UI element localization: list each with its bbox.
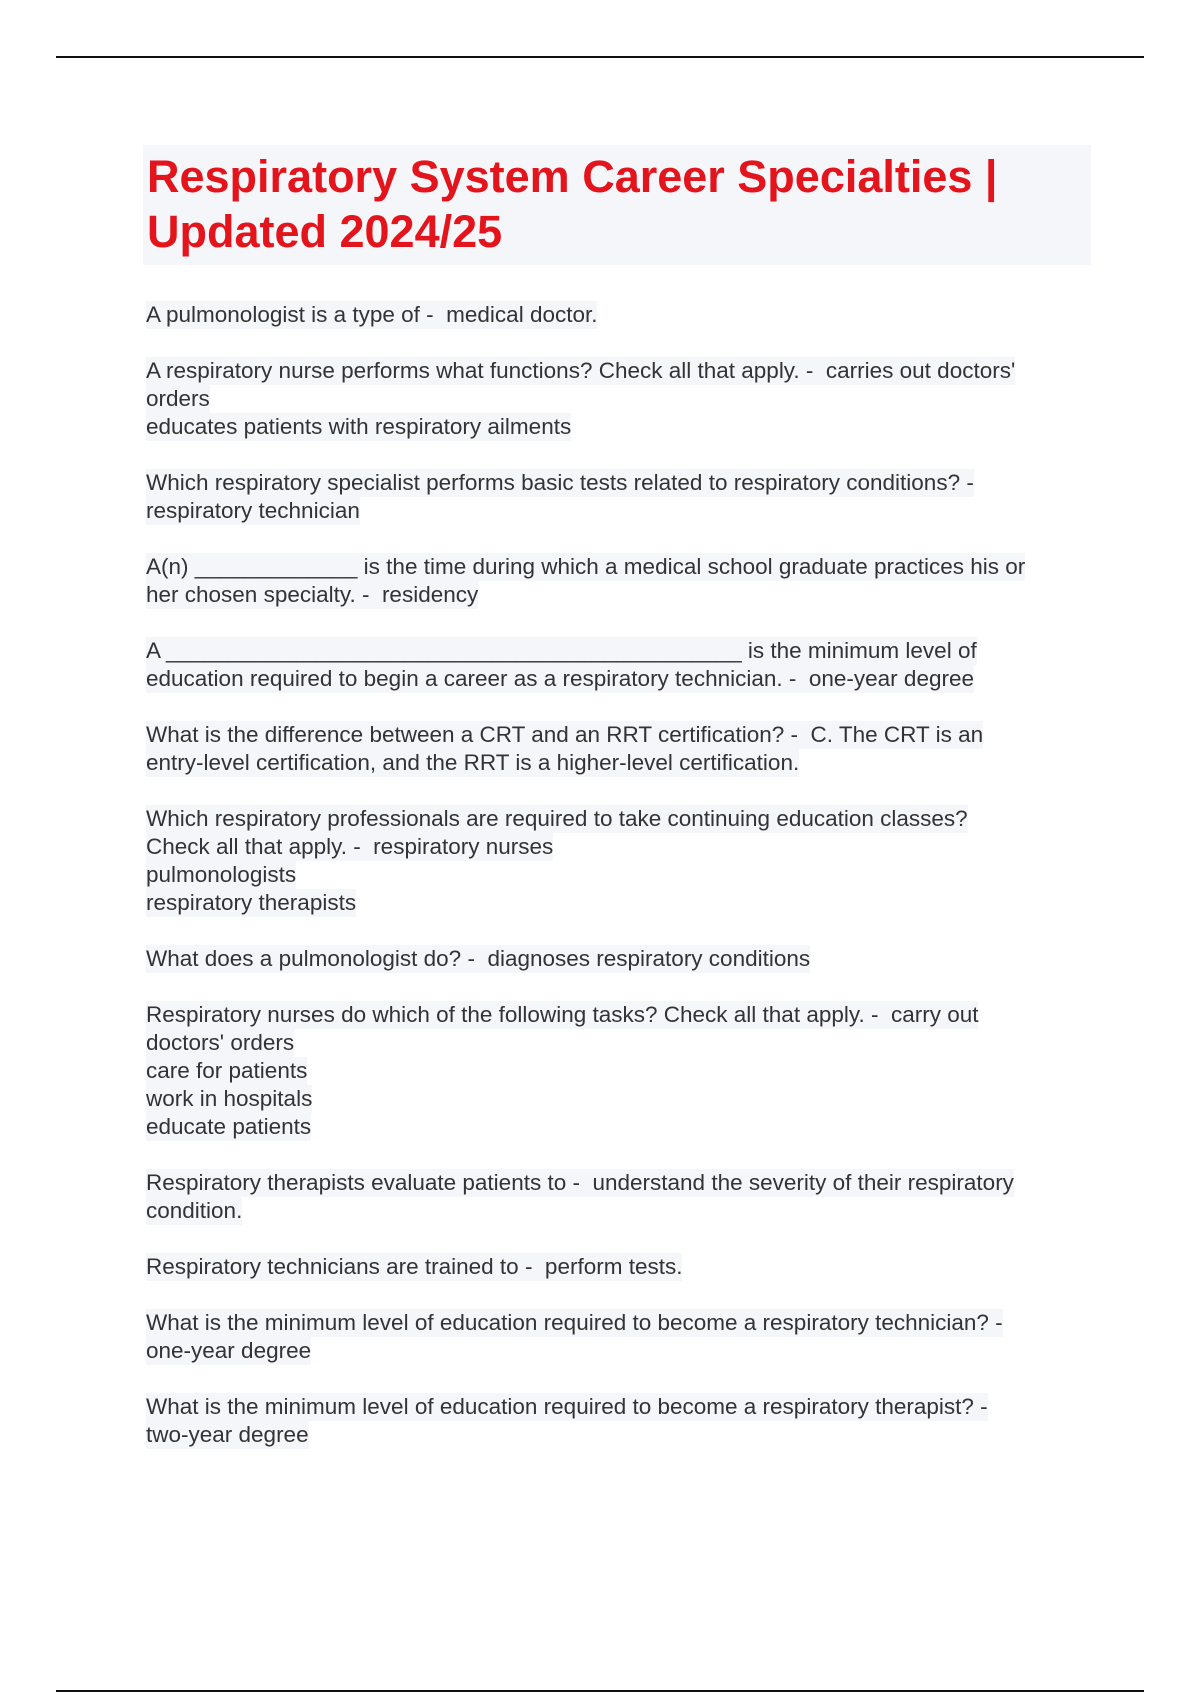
qa-line: Respiratory therapists evaluate patients to - understand the severity of their respiratory [146,1170,1014,1195]
qa-line: work in hospitals [146,1086,313,1111]
qa-line: A(n) _____________ is the time during which a medical school graduate practices his or [146,554,1026,579]
qa-line: condition. [146,1198,243,1223]
qa-line: educate patients [146,1114,312,1139]
qa-line: her chosen specialty. - residency [146,582,479,607]
title-line-2: Updated 2024/25 [147,206,503,257]
qa-line: What does a pulmonologist do? - diagnoses respiratory conditions [146,946,811,971]
qa-line: What is the minimum level of education required to become a respiratory technician? - [146,1310,1003,1335]
qa-item [146,805,1091,917]
qa-line: What is the minimum level of education required to become a respiratory therapist? - [146,1394,988,1419]
document-title [147,149,1087,259]
qa-item [146,721,1091,777]
qa-item [146,1309,1091,1365]
qa-line: Which respiratory specialist performs basic tests related to respiratory conditions? - [146,470,974,495]
qa-item [146,357,1091,441]
title-block [143,145,1091,265]
qa-list [146,301,1091,1477]
title-line-1: Respiratory System Career Specialties | [147,151,998,202]
qa-line: care for patients [146,1058,308,1083]
qa-line: respiratory technician [146,498,360,523]
qa-line: doctors' orders [146,1030,295,1055]
qa-item [146,1393,1091,1449]
qa-line: Check all that apply. - respiratory nurses [146,834,554,859]
qa-line: What is the difference between a CRT and an RRT certification? - C. The CRT is an [146,722,984,747]
qa-line: pulmonologists [146,862,297,887]
qa-line: two-year degree [146,1422,309,1447]
qa-line: A pulmonologist is a type of - medical doctor. [146,302,598,327]
qa-item [146,301,1091,329]
qa-line: entry-level certification, and the RRT is a higher-level certification. [146,750,800,775]
qa-item [146,945,1091,973]
qa-line: one-year degree [146,1338,312,1363]
qa-item [146,637,1091,693]
qa-item [146,1253,1091,1281]
qa-line: education required to begin a career as a respiratory technician. - one-year degree [146,666,974,691]
qa-line: orders [146,386,210,411]
qa-line: Respiratory technicians are trained to - perform tests. [146,1254,683,1279]
qa-line: respiratory therapists [146,890,357,915]
qa-item [146,553,1091,609]
qa-line: Which respiratory professionals are required to take continuing education classes? [146,806,968,831]
qa-line: Respiratory nurses do which of the following tasks? Check all that apply. - carry out [146,1002,979,1027]
footer-rule [56,1690,1144,1692]
qa-item [146,1169,1091,1225]
qa-line: A respiratory nurse performs what functions? Check all that apply. - carries out doctors' [146,358,1016,383]
header-rule [56,56,1144,58]
qa-line: A ______________________________________________ is the minimum level of [146,638,977,663]
qa-item [146,1001,1091,1141]
qa-item [146,469,1091,525]
qa-line: educates patients with respiratory ailments [146,414,572,439]
